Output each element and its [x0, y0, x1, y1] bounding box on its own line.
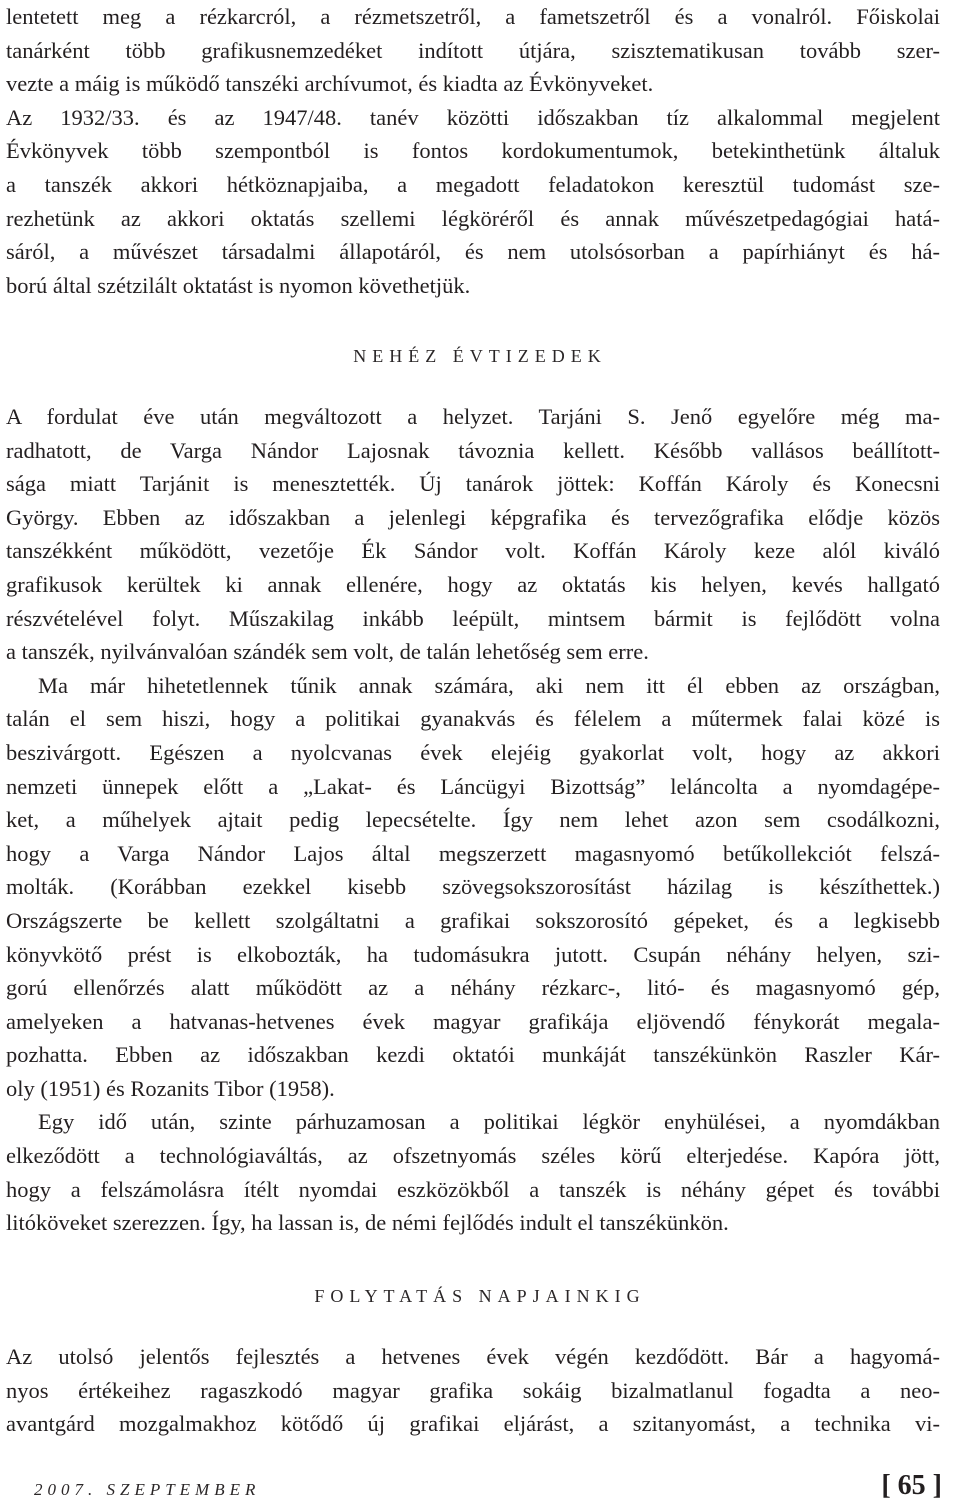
text-line: hogy a felszámolásra ítélt nyomdai eszközökből a tanszék is néhány gépet és további	[6, 1176, 940, 1202]
text-line: a tanszék, nyilvánvalóan szándék sem volt, de talán lehetőség sem erre.	[6, 639, 649, 665]
text-line: Az 1932/33. és az 1947/48. tanév közötti időszakban tíz alkalommal megjelent	[6, 104, 940, 130]
text-line: elkeződött a technológiaváltás, az ofszetnyomás széles körű elterjedése. Kapóra jött,	[6, 1143, 940, 1169]
text-line: a tanszék akkori hétköznapjaiba, a megadott feladatokon keresztül tudomást sze-	[6, 171, 940, 197]
text-line: György. Ebben az időszakban a jelenlegi képgrafika és tervezőgrafika elődje közös	[6, 504, 940, 530]
text-line: nyos értékeihez ragaszkodó magyar grafika sokáig bizalmatlanul fogadta a neo-	[6, 1377, 940, 1403]
text-line: litóköveket szerezzen. Így, ha lassan is, de némi fejlődés indult el tanszékünkön.	[6, 1210, 729, 1236]
text-line: talán el sem hiszi, hogy a politikai gyanakvás és félelem a műtermek falai közé is	[6, 706, 940, 732]
text-line: Ma már hihetetlennek tűnik annak számára, aki nem itt él ebben az országban,	[38, 672, 940, 698]
text-line: ket, a műhelyek ajtait pedig lepecsételte. Így nem lehet azon sem csodálkozni,	[6, 807, 940, 833]
text-line: Országszerte be kellett szolgáltatni a grafikai sokszorosító gépeket, és a legkisebb	[6, 907, 940, 933]
paragraph-nehez-evtizedek	[6, 400, 940, 1240]
paragraph-folytatas	[6, 1340, 940, 1441]
text-line: sága miatt Tarjánit is menesztették. Új tanárok jöttek: Koffán Károly és Konecsni	[6, 471, 940, 497]
text-line: molták. (Korábban ezekkel kisebb szövegsokszorosítást házilag is készíthettek.)	[6, 874, 940, 900]
text-line: Egy idő után, szinte párhuzamosan a politikai légkör enyhülései, a nyomdákban	[38, 1109, 940, 1135]
text-line: rezhetünk az akkori oktatás szellemi légköréről és annak művészetpedagógiai hatá-	[6, 205, 940, 231]
section-heading-nehez-evtizedek: NEHÉZ ÉVTIZEDEK	[353, 346, 607, 366]
text-line: könyvkötő prést is elkobozták, ha tudomásukra jutott. Csupán néhány helyen, szi-	[6, 941, 940, 967]
text-line: tanszékként működött, vezetője Ék Sándor volt. Koffán Károly keze alól kiváló	[6, 538, 940, 564]
page-number: [ 65 ]	[881, 1470, 942, 1501]
text-line: Évkönyvek több szempontból is fontos kordokumentumok, betekinthetünk általuk	[6, 138, 940, 164]
text-line: vezte a máig is működő tanszéki archívumot, és kiadta az Évkönyveket.	[6, 71, 654, 97]
text-line: ború által szétzilált oktatást is nyomon követhetjük.	[6, 272, 471, 298]
text-line: gorú ellenőrzés alatt működött az a néhány rézkarc-, litó- és magasnyomó gép,	[6, 975, 940, 1001]
section-heading-folytatas-napjainkig: FOLYTATÁS NAPJAINKIG	[314, 1286, 646, 1306]
text-line: beszivárgott. Egészen a nyolcvanas évek elejéig gyakorlat volt, hogy az akkori	[6, 739, 940, 765]
text-line: hogy a Varga Nándor Lajos által megszerzett magasnyomó betűkollekciót felszá-	[6, 840, 940, 866]
text-line: nemzeti ünnepek előtt a „Lakat- és Láncügyi Bizottság” leláncolta a nyomdagépe-	[6, 773, 940, 799]
text-line: sáról, a művészet társadalmi állapotáról, és nem utolsósorban a papírhiányt és há-	[6, 239, 940, 265]
text-line: amelyeken a hatvanas-hetvenes évek magyar grafikája eljövendő fénykorát megala-	[6, 1008, 940, 1034]
text-line: avantgárd mozgalmakhoz kötődő új grafikai eljárást, a szitanyomást, a technika vi-	[6, 1411, 940, 1437]
text-line: radhatott, de Varga Nándor Lajosnak távoznia kellett. Később vallásos beállított-	[6, 437, 940, 463]
footer-date: 2007. SZEPTEMBER	[34, 1480, 261, 1499]
text-line: lentetett meg a rézkarcról, a rézmetszetről, a fametszetről és a vonalról. Főiskolai	[6, 4, 940, 29]
text-line: pozhatta. Ebben az időszakban kezdi oktatói munkáját tanszékünkön Raszler Kár-	[6, 1042, 940, 1068]
text-line: tanárként több grafikusnemzedéket indított útjára, szisztematikusan tovább szer-	[6, 37, 940, 63]
text-line: A fordulat éve után megváltozott a helyzet. Tarjáni S. Jenő egyelőre még ma-	[6, 404, 940, 429]
text-line: oly (1951) és Rozanits Tibor (1958).	[6, 1075, 335, 1101]
text-line: Az utolsó jelentős fejlesztés a hetvenes évek végén kezdődött. Bár a hagyomá-	[6, 1344, 940, 1369]
text-line: grafikusok kerültek ki annak ellenére, hogy az oktatás kis helyen, kevés hallgató	[6, 571, 940, 597]
paragraph-intro	[6, 0, 940, 302]
text-line: részvételével folyt. Műszakilag inkább leépült, mintsem bármit is fejlődött volna	[6, 605, 940, 631]
